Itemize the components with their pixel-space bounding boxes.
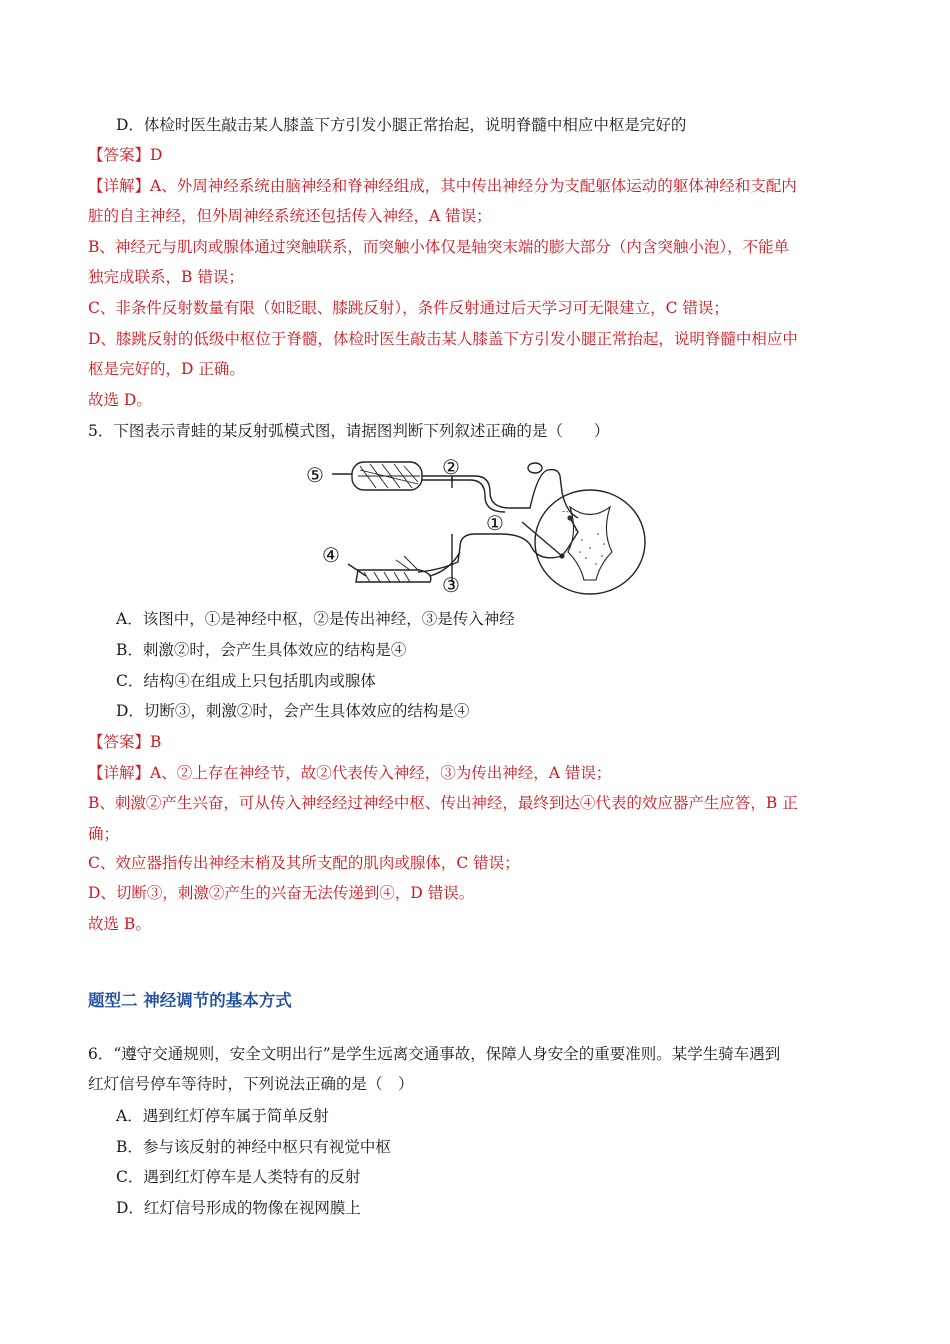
q5-option-c: C．结构④在组成上只包括肌肉或腺体 [116,672,376,690]
q5-option-b: B．刺激②时，会产生具体效应的结构是④ [116,641,407,659]
q4-explain-line: B、神经元与肌肉或腺体通过突触联系，而突触小体仅是轴突末端的膨大部分（内含突触小泡），不能单 [88,238,790,256]
q5-stem: 5．下图表示青蛙的某反射弧模式图，请据图判断下列叙述正确的是（ ） [88,422,610,440]
q5-conclusion: 故选 B。 [88,915,151,933]
q5-explain-line: D、切断③，刺激②产生的兴奋无法传递到④，D 错误。 [88,884,475,902]
figure-label-3: ③ [442,573,460,597]
q5-option-d: D．切断③，刺激②时，会产生具体效应的结构是④ [116,702,470,720]
figure-label-1: ① [486,511,504,535]
q4-answer: 【答案】D [88,146,163,164]
q4-explain-line: 独完成联系，B 错误； [88,268,244,286]
q5-option-a: A．该图中，①是神经中枢，②是传出神经，③是传入神经 [116,610,515,628]
reflex-arc-figure [300,452,652,600]
q4-explain-line: C、非条件反射数量有限（如眨眼、膝跳反射），条件反射通过后天学习可无限建立，C 错误； [88,299,729,317]
q5-explain-line: 确； [88,825,120,843]
figure-label-4: ④ [322,543,340,567]
q5-explain-line: 【详解】A、②上存在神经节，故②代表传入神经，③为传出神经，A 错误； [88,764,612,782]
q6-stem-line: 6．“遵守交通规则，安全文明出行”是学生远离交通事故，保障人身安全的重要准则。某学生骑车遇到 [88,1045,781,1063]
q6-option-a: A．遇到红灯停车属于简单反射 [116,1107,329,1125]
q6-option-c: C．遇到红灯停车是人类特有的反射 [116,1168,361,1186]
spinal-cord [535,490,645,594]
q5-explain-line: B、刺激②产生兴奋，可从传入神经经过神经中枢、传出神经，最终到达④代表的效应器产生应答，B 正 [88,794,798,812]
q6-stem-line: 红灯信号停车等待时，下列说法正确的是（ ） [88,1075,414,1093]
q6-option-b: B．参与该反射的神经中枢只有视觉中枢 [116,1138,391,1156]
q4-explain-line: 脏的自主神经，但外周神经系统还包括传入神经，A 错误； [88,207,492,225]
q4-option-d: D．体检时医生敲击某人膝盖下方引发小腿正常抬起，说明脊髓中相应中枢是完好的 [116,116,687,134]
figure-label-2: ② [442,455,460,479]
q4-explain-line: 枢是完好的，D 正确。 [88,360,245,378]
q5-explain-line: C、效应器指传出神经末梢及其所支配的肌肉或腺体，C 错误； [88,854,520,872]
q6-option-d: D．红灯信号形成的物像在视网膜上 [116,1199,361,1217]
q4-explain-line: 【详解】A、外周神经系统由脑神经和脊神经组成，其中传出神经分为支配躯体运动的躯体神经和支配内 [88,177,797,195]
q4-conclusion: 故选 D。 [88,391,152,409]
section-title: 题型二 神经调节的基本方式 [88,991,292,1010]
q5-answer: 【答案】B [88,733,162,751]
q4-explain-line: D、膝跳反射的低级中枢位于脊髓，体检时医生敲击某人膝盖下方引发小腿正常抬起，说明脊髓中相应中 [88,330,798,348]
figure-label-5: ⑤ [306,463,324,487]
